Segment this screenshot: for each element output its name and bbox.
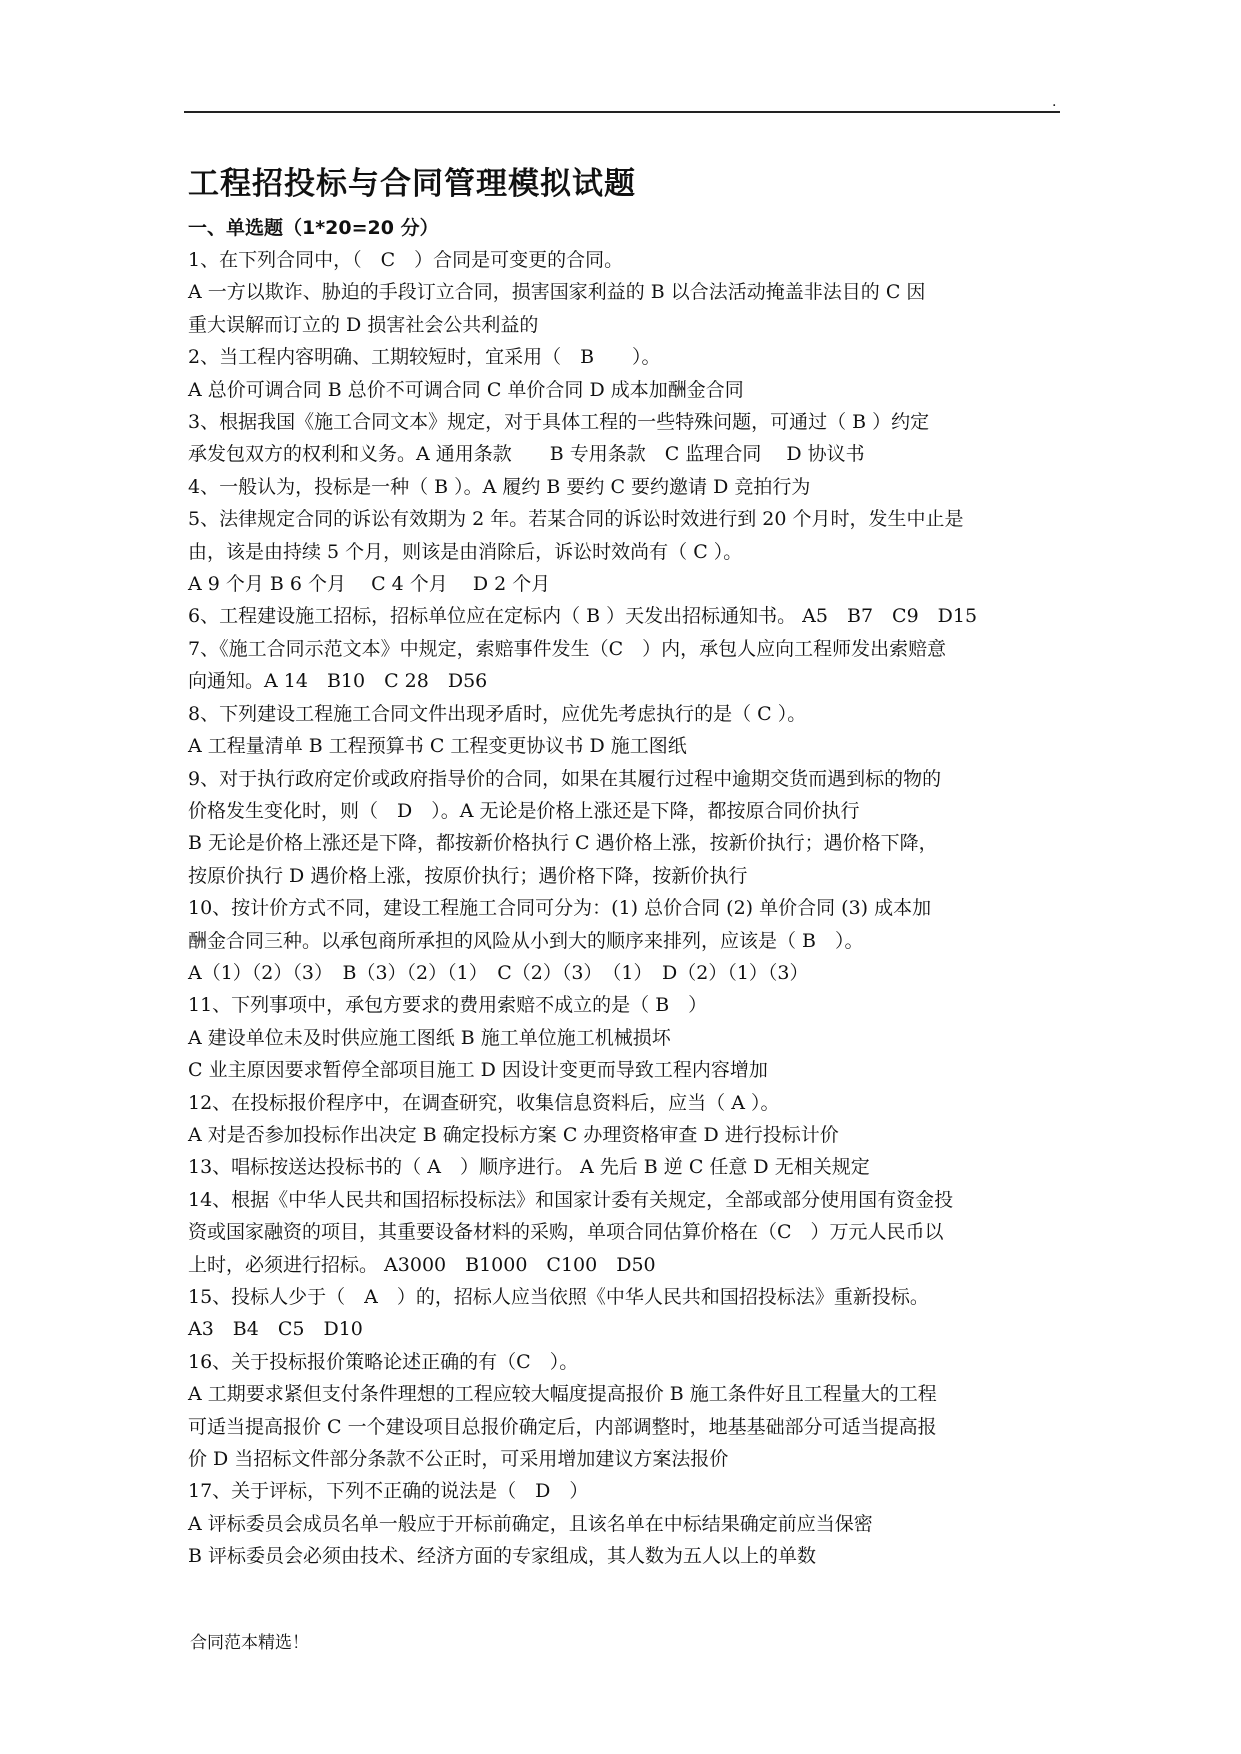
text-line: 承发包双方的权利和义务。A 通用条款 B 专用条款 C 监理合同 D 协议书 [188,443,865,466]
section-heading: 一、单选题（1*20=20 分） [188,217,439,239]
text-line: A（1）（2）（3） B（3）（2）（1） C（2）（3） （1） D（2）（1）（3） [188,961,809,984]
text-line: 向通知。A 14 B10 C 28 D56 [188,670,488,693]
text-line: 上时，必须进行招标。 A3000 B1000 C100 D50 [188,1253,656,1276]
text-line: 9、对于执行政府定价或政府指导价的合同，如果在其履行过程中逾期交货而遇到标的物的 [188,767,942,790]
text-line: 由，该是由持续 5 个月，则该是由消除后，诉讼时效尚有（ C ）。 [188,540,743,563]
text-line: 可适当提高报价 C 一个建设项目总报价确定后，内部调整时，地基基础部分可适当提高报 [188,1415,937,1438]
text-line: 16、关于投标报价策略论述正确的有（C ）。 [188,1350,579,1373]
text-line: A 工程量清单 B 工程预算书 C 工程变更协议书 D 施工图纸 [188,735,687,758]
text-line: 重大误解而订立的 D 损害社会公共利益的 [188,313,539,336]
text-line: 2、当工程内容明确、工期较短时，宜采用（ B ）。 [188,346,661,369]
text-line: 6、工程建设施工招标，招标单位应在定标内（ B ）天发出招标通知书。 A5 B7 C9 D15 [188,605,978,628]
text-line: A 一方以欺诈、胁迫的手段订立合同，损害国家利益的 B 以合法活动掩盖非法目的 C 因 [188,281,926,304]
text-line: A 9 个月 B 6 个月 C 4 个月 D 2 个月 [188,573,551,596]
page-footer: 合同范本精选！ [190,1633,309,1653]
text-line: 3、根据我国《施工合同文本》规定，对于具体工程的一些特殊问题，可通过（ B ）约定 [188,411,930,434]
text-line: 10、按计价方式不同，建设工程施工合同可分为：(1) 总价合同 (2) 单价合同 (3) 成本加 [188,897,932,920]
page-title: 工程招投标与合同管理模拟试题 [188,166,636,202]
text-line: C 业主原因要求暂停全部项目施工 D 因设计变更而导致工程内容增加 [188,1059,768,1082]
text-line: 13、唱标按送达投标书的（ A ）顺序进行。 A 先后 B 逆 C 任意 D 无相关规定 [188,1156,870,1179]
text-line: 1、在下列合同中，（ C ）合同是可变更的合同。 [188,249,624,271]
text-line: A3 B4 C5 D10 [188,1318,363,1341]
text-line: A 评标委员会成员名单一般应于开标前确定，且该名单在中标结果确定前应当保密 [188,1512,873,1535]
text-line: 按原价执行 D 遇价格上涨，按原价执行；遇价格下降，按新价执行 [188,864,748,887]
text-line: 11、下列事项中，承包方要求的费用索赔不成立的是（ B ） [188,994,708,1017]
text-line: 价 D 当招标文件部分条款不公正时，可采用增加建议方案法报价 [188,1448,729,1471]
question-list [188,244,1056,1573]
text-line: A 建设单位未及时供应施工图纸 B 施工单位施工机械损坏 [188,1026,671,1049]
document-body [188,160,1056,1573]
text-line: A 对是否参加投标作出决定 B 确定投标方案 C 办理资格审查 D 进行投标计价 [188,1123,839,1146]
text-line: 4、一般认为，投标是一种（ B ）。A 履约 B 要约 C 要约邀请 D 竞拍行为 [188,475,811,498]
text-line: B 无论是价格上涨还是下降，都按新价格执行 C 遇价格上涨，按新价执行；遇价格下降， [188,832,938,855]
text-line: A 工期要求紧但支付条件理想的工程应较大幅度提高报价 B 施工条件好且工程量大的工程 [188,1383,937,1406]
text-line: 价格发生变化时，则（ D ）。A 无论是价格上涨还是下降，都按原合同价执行 [188,799,860,822]
header-mark: . [1052,94,1057,110]
text-line: B 评标委员会必须由技术、经济方面的专家组成，其人数为五人以上的单数 [188,1545,817,1568]
text-line: 14、根据《中华人民共和国招标投标法》和国家计委有关规定，全部或部分使用国有资金投 [188,1188,954,1211]
text-line: 17、关于评标，下列不正确的说法是（ D ） [188,1480,589,1503]
text-line: 酬金合同三种。以承包商所承担的风险从小到大的顺序来排列，应该是（ B ）。 [188,929,864,952]
text-line: 资或国家融资的项目，其重要设备材料的采购，单项合同估算价格在（C ）万元人民币以 [188,1221,944,1244]
text-line: 5、法律规定合同的诉讼有效期为 2 年。若某合同的诉讼时效进行到 20 个月时，发生中止是 [188,508,964,531]
text-line: 15、投标人少于（ A ）的，招标人应当依照《中华人民共和国招投标法》重新投标。 [188,1286,929,1308]
text-line: A 总价可调合同 B 总价不可调合同 C 单价合同 D 成本加酬金合同 [188,378,744,401]
text-line: 12、在投标报价程序中，在调查研究，收集信息资料后，应当（ A ）。 [188,1091,780,1114]
text-line: 7、《施工合同示范文本》中规定，索赔事件发生（C ）内，承包人应向工程师发出索赔意 [188,637,947,660]
text-line: 8、下列建设工程施工合同文件出现矛盾时，应优先考虑执行的是（ C ）。 [188,702,807,725]
header-rule [184,111,1060,113]
